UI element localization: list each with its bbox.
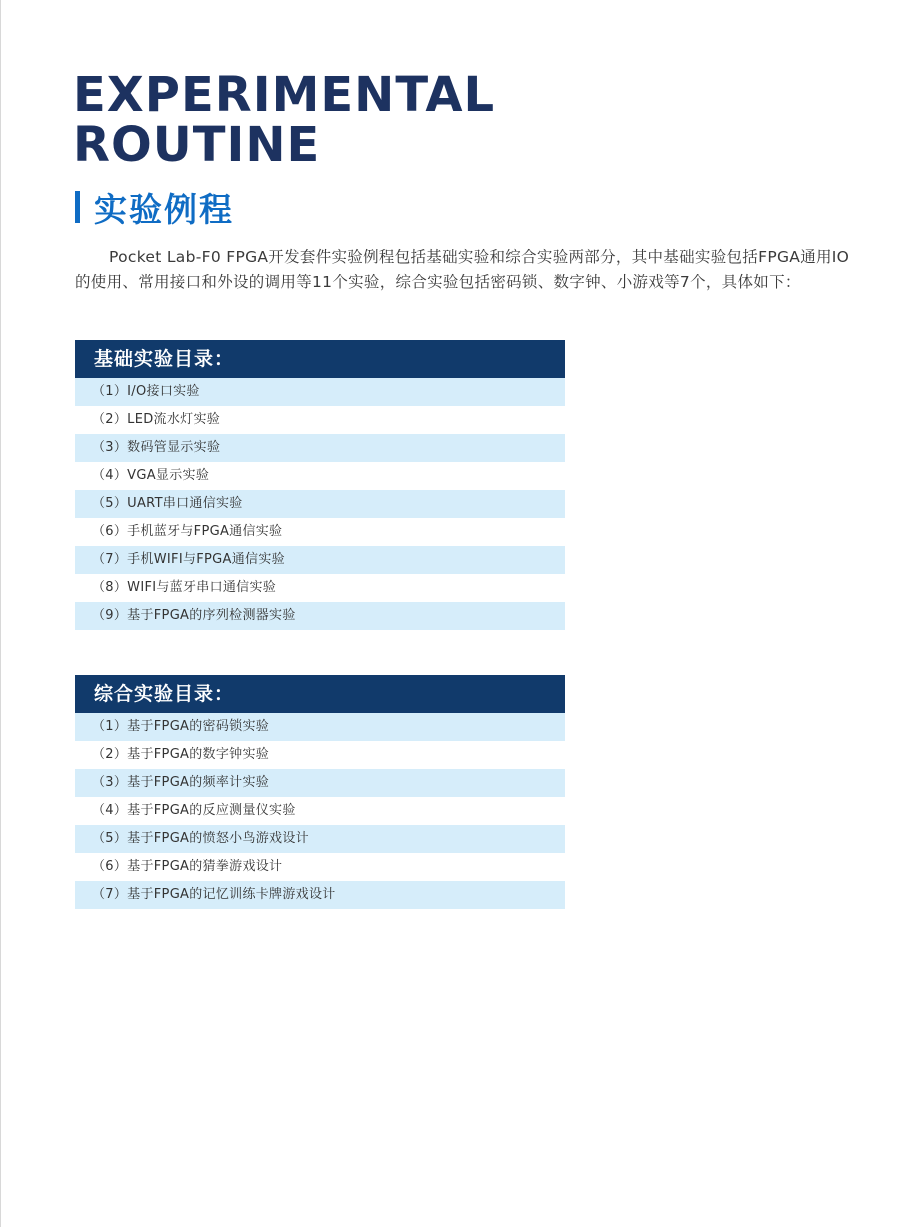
page-title-english	[73, 67, 496, 173]
list-item: （2）LED流水灯实验	[75, 406, 565, 434]
list-item: （7）手机WIFI与FPGA通信实验	[75, 546, 565, 574]
basic-experiments-items	[75, 378, 565, 630]
list-item: （6）手机蓝牙与FPGA通信实验	[75, 518, 565, 546]
page-edge-line	[0, 0, 1, 1227]
list-item: （6）基于FPGA的猜拳游戏设计	[75, 853, 565, 881]
list-item: （4）VGA显示实验	[75, 462, 565, 490]
list-item: （4）基于FPGA的反应测量仪实验	[75, 797, 565, 825]
basic-experiments-list	[75, 340, 565, 630]
list-item: （8）WIFI与蓝牙串口通信实验	[75, 574, 565, 602]
list-item: （1）I/O接口实验	[75, 378, 565, 406]
list-item: （1）基于FPGA的密码锁实验	[75, 713, 565, 741]
list-item: （5）UART串口通信实验	[75, 490, 565, 518]
comprehensive-experiments-items	[75, 713, 565, 909]
list-item: （3）基于FPGA的频率计实验	[75, 769, 565, 797]
title-chinese-text: 实验例程	[94, 189, 234, 229]
list-item: （7）基于FPGA的记忆训练卡牌游戏设计	[75, 881, 565, 909]
intro-paragraph: Pocket Lab-F0 FPGA开发套件实验例程包括基础实验和综合实验两部分，其中基础实验包括FPGA通用IO的使用、常用接口和外设的调用等11个实验，综合实验包括密码锁、数字钟、小游戏等7个，具体如下：	[75, 248, 850, 291]
comprehensive-experiments-list	[75, 675, 565, 909]
title-line-2: ROUTINE	[73, 117, 321, 173]
list-item: （9）基于FPGA的序列检测器实验	[75, 602, 565, 630]
comprehensive-experiments-header: 综合实验目录：	[75, 675, 565, 713]
title-line-1: EXPERIMENTAL	[73, 67, 496, 123]
list-item: （3）数码管显示实验	[75, 434, 565, 462]
list-item: （5）基于FPGA的愤怒小鸟游戏设计	[75, 825, 565, 853]
page-title-chinese	[75, 186, 234, 228]
title-accent-bar	[75, 191, 80, 223]
list-item: （2）基于FPGA的数字钟实验	[75, 741, 565, 769]
basic-experiments-header: 基础实验目录：	[75, 340, 565, 378]
